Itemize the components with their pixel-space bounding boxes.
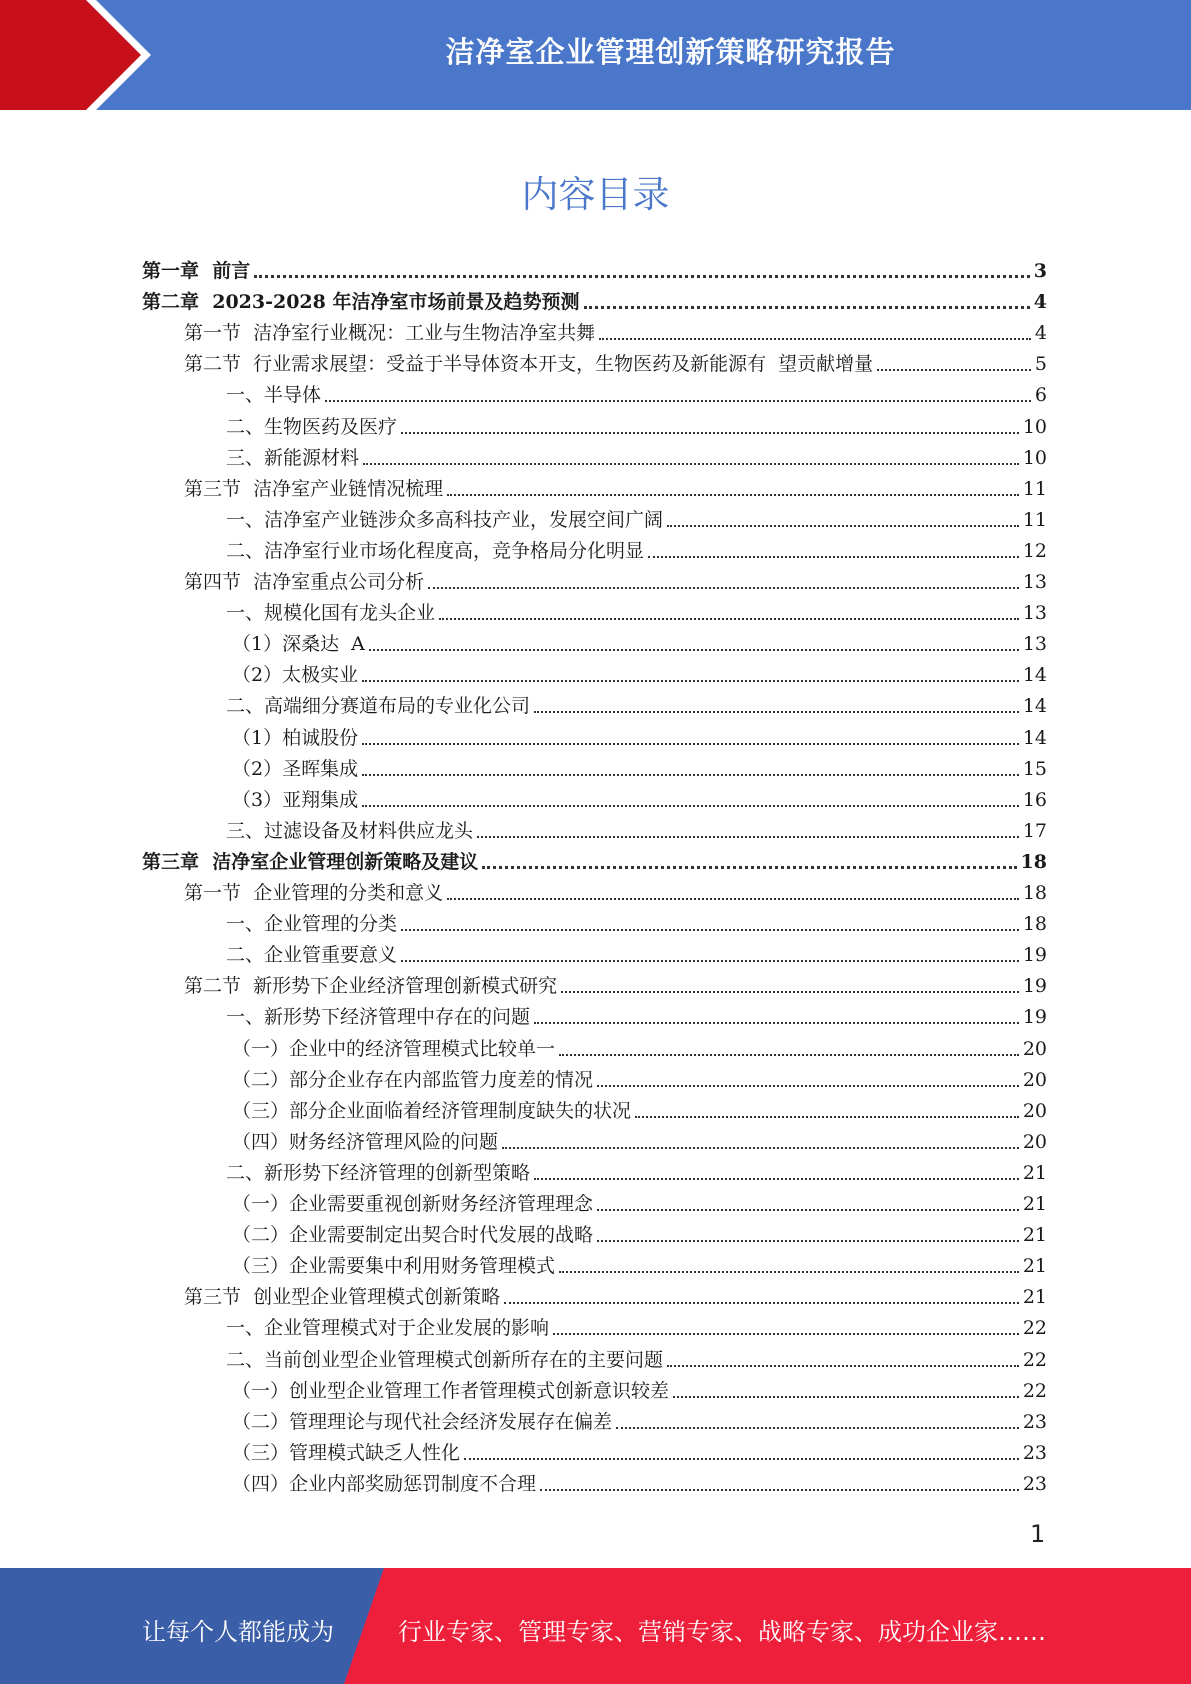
toc-entry-label: 一、规模化国有龙头企业 <box>226 602 436 625</box>
toc-dot-leader <box>362 805 1019 807</box>
footer-slogan-right: 行业专家、管理专家、营销专家、战略专家、成功企业家…… <box>398 1618 1046 1646</box>
toc-entry-page: 18 <box>1022 882 1047 904</box>
toc-entry-label: （四）企业内部奖励惩罚制度不合理 <box>232 1472 537 1495</box>
toc-dot-leader <box>561 991 1019 993</box>
toc-dot-leader <box>534 1022 1019 1024</box>
toc-entry[interactable] <box>226 377 1047 408</box>
report-header <box>0 0 1191 110</box>
toc-dot-leader <box>599 338 1031 340</box>
toc-dot-leader <box>401 960 1019 962</box>
toc-entry[interactable] <box>226 533 1047 564</box>
header-arrow-icon <box>0 0 160 110</box>
toc-entry[interactable] <box>184 1279 1047 1310</box>
toc-entry[interactable] <box>226 409 1047 440</box>
toc-entry[interactable] <box>226 906 1047 937</box>
toc-entry[interactable] <box>226 688 1047 719</box>
toc-entry-label: （二）企业需要制定出契合时代发展的战略 <box>232 1224 594 1247</box>
toc-entry-label: （三）部分企业面临着经济管理制度缺失的状况 <box>232 1099 632 1122</box>
toc-entry-page: 19 <box>1022 1006 1047 1029</box>
toc-entry[interactable] <box>232 1186 1047 1217</box>
toc-entry-page: 23 <box>1022 1472 1047 1495</box>
toc-dot-leader <box>534 711 1019 713</box>
toc-entry[interactable] <box>184 968 1047 999</box>
toc-dot-leader <box>597 1085 1019 1087</box>
toc-entry-page: 13 <box>1022 571 1047 593</box>
toc-entry-label: 二、生物医药及医疗 <box>226 415 398 438</box>
toc-entry-label: （二）部分企业存在内部监管力度差的情况 <box>232 1068 594 1091</box>
toc-entry-page: 19 <box>1022 975 1047 998</box>
toc-dot-leader <box>482 866 1016 869</box>
toc-entry[interactable] <box>142 253 1047 284</box>
toc-entry-page: 3 <box>1033 260 1047 282</box>
toc-dot-leader <box>559 1054 1019 1056</box>
toc-entry-label: （二）管理理论与现代社会经济发展存在偏差 <box>232 1410 613 1433</box>
toc-entry-label: （1）深桑达 A <box>232 633 365 656</box>
toc-dot-leader <box>540 1489 1019 1491</box>
toc-entry-page: 14 <box>1022 695 1047 718</box>
toc-entry-page: 16 <box>1022 788 1047 811</box>
toc-dot-leader <box>439 618 1019 620</box>
toc-dot-leader <box>254 275 1030 278</box>
toc-entry-page: 22 <box>1022 1348 1047 1371</box>
toc-entry-label: 三、过滤设备及材料供应龙头 <box>226 819 474 842</box>
toc-dot-leader <box>673 1396 1019 1398</box>
toc-entry[interactable] <box>232 1124 1047 1155</box>
toc-entry-page: 21 <box>1022 1193 1047 1215</box>
toc-entry-label: 第一节 洁净室行业概况：工业与生物洁净室共舞 <box>184 322 596 345</box>
toc-entry[interactable] <box>226 1310 1047 1341</box>
toc-entry-page: 15 <box>1022 757 1047 780</box>
toc-entry-label: 第二章 2023-2028 年洁净室市场前景及趋势预测 <box>142 291 580 314</box>
toc-dot-leader <box>504 1302 1019 1304</box>
toc-entry[interactable] <box>232 626 1047 657</box>
toc-dot-leader <box>325 400 1031 402</box>
toc-entry[interactable] <box>232 1217 1047 1248</box>
toc-entry-page: 4 <box>1033 291 1047 314</box>
toc-entry[interactable] <box>184 875 1047 906</box>
toc-dot-leader <box>401 929 1019 931</box>
toc-entry[interactable] <box>232 782 1047 813</box>
toc-entry-page: 10 <box>1022 446 1047 469</box>
toc-entry-label: 第三章 洁净室企业管理创新策略及建议 <box>142 850 479 873</box>
toc-entry-label: 一、企业管理的分类 <box>226 913 398 936</box>
toc-dot-leader <box>401 432 1019 434</box>
toc-entry-label: 第二节 新形势下企业经济管理创新模式研究 <box>184 975 558 998</box>
toc-dot-leader <box>362 774 1019 776</box>
toc-entry[interactable] <box>232 1466 1047 1497</box>
toc-entry[interactable] <box>226 937 1047 968</box>
toc-entry-label: 一、企业管理模式对于企业发展的影响 <box>226 1317 550 1340</box>
toc-entry-page: 20 <box>1022 1130 1047 1153</box>
toc-entry[interactable] <box>226 440 1047 471</box>
toc-entry-label: 一、半导体 <box>226 384 322 407</box>
toc-entry-page: 12 <box>1022 539 1047 562</box>
toc-dot-leader <box>553 1333 1019 1335</box>
toc-entry[interactable] <box>226 502 1047 533</box>
toc-entry[interactable] <box>232 720 1047 751</box>
toc-entry-page: 23 <box>1022 1441 1047 1464</box>
toc-entry[interactable] <box>142 844 1047 875</box>
toc-entry[interactable] <box>184 346 1047 377</box>
toc-entry-label: 第二节 行业需求展望：受益于半导体资本开支，生物医药及新能源有 望贡献增量 <box>184 353 874 376</box>
toc-entry-page: 20 <box>1022 1099 1047 1122</box>
toc-entry-label: 三、新能源材料 <box>226 446 360 469</box>
toc-dot-leader <box>464 1458 1019 1460</box>
toc-entry-label: 一、新形势下经济管理中存在的问题 <box>226 1006 531 1029</box>
toc-entry[interactable] <box>142 284 1047 315</box>
toc-dot-leader <box>428 587 1019 589</box>
toc-entry-page: 18 <box>1022 913 1047 936</box>
toc-dot-leader <box>648 556 1019 558</box>
toc-dot-leader <box>635 1116 1019 1118</box>
toc-entry-page: 22 <box>1022 1317 1047 1340</box>
toc-dot-leader <box>667 1365 1019 1367</box>
toc-entry-page: 14 <box>1022 664 1047 687</box>
toc-entry-label: 二、当前创业型企业管理模式创新所存在的主要问题 <box>226 1348 664 1371</box>
toc-entry-page: 13 <box>1022 602 1047 625</box>
toc-dot-leader <box>534 1178 1019 1180</box>
page-number: 1 <box>1030 1520 1046 1548</box>
toc-dot-leader <box>584 306 1030 309</box>
toc-title: 内容目录 <box>521 173 670 216</box>
toc-entry[interactable] <box>232 1248 1047 1279</box>
toc-dot-leader <box>477 836 1019 838</box>
toc-entry[interactable] <box>232 1093 1047 1124</box>
toc-entry[interactable] <box>232 751 1047 782</box>
toc-entry-label: （2）圣晖集成 <box>232 757 359 780</box>
toc-entry-page: 11 <box>1022 477 1047 500</box>
toc-entry-page: 5 <box>1034 353 1047 376</box>
toc-entry[interactable] <box>184 564 1047 595</box>
toc-entry-page: 20 <box>1022 1068 1047 1091</box>
toc-dot-leader <box>502 1147 1019 1149</box>
report-title: 洁净室企业管理创新策略研究报告 <box>445 34 896 69</box>
toc-entry-page: 4 <box>1034 322 1047 345</box>
toc-entry-label: （三）企业需要集中利用财务管理模式 <box>232 1255 556 1278</box>
toc-entry-label: 二、企业管重要意义 <box>226 944 398 967</box>
toc-entry-page: 21 <box>1022 1255 1047 1278</box>
toc-dot-leader <box>363 463 1019 465</box>
toc-entry-page: 6 <box>1034 384 1047 407</box>
toc-entry-page: 11 <box>1022 508 1047 531</box>
toc-entry-label: （一）创业型企业管理工作者管理模式创新意识较差 <box>232 1379 670 1402</box>
toc-entry-page: 23 <box>1022 1410 1047 1433</box>
toc-entry-page: 14 <box>1022 726 1047 749</box>
toc-entry-label: 第四节 洁净室重点公司分析 <box>184 571 425 593</box>
toc-dot-leader <box>667 525 1019 527</box>
toc-entry-label: （2）太极实业 <box>232 664 359 687</box>
toc-dot-leader <box>362 743 1019 745</box>
toc-entry-label: （三）管理模式缺乏人性化 <box>232 1441 461 1464</box>
toc-entry[interactable] <box>184 471 1047 502</box>
toc-dot-leader <box>597 1209 1019 1211</box>
toc-entry-page: 17 <box>1022 819 1047 842</box>
toc-entry[interactable] <box>232 657 1047 688</box>
toc-dot-leader <box>447 494 1019 496</box>
toc-dot-leader <box>362 680 1019 682</box>
toc-entry-label: 二、高端细分赛道布局的专业化公司 <box>226 695 531 718</box>
toc-entry[interactable] <box>232 1435 1047 1466</box>
toc-entry-page: 13 <box>1022 633 1047 656</box>
toc-entry-label: 第一节 企业管理的分类和意义 <box>184 882 444 904</box>
toc-dot-leader <box>559 1271 1019 1273</box>
toc-entry-label: 第三节 创业型企业管理模式创新策略 <box>184 1286 501 1309</box>
toc-entry[interactable] <box>232 1373 1047 1404</box>
toc-dot-leader <box>877 369 1031 371</box>
toc-entry[interactable] <box>184 315 1047 346</box>
toc-entry-label: （四）财务经济管理风险的问题 <box>232 1130 499 1153</box>
toc-dot-leader <box>369 649 1019 651</box>
toc-entry[interactable] <box>226 595 1047 626</box>
toc-entry-page: 21 <box>1022 1224 1047 1247</box>
toc-entry-label: （一）企业中的经济管理模式比较单一 <box>232 1037 556 1060</box>
toc-entry[interactable] <box>232 1031 1047 1062</box>
toc-dot-leader <box>447 898 1019 900</box>
toc-entry-page: 20 <box>1022 1037 1047 1060</box>
toc-entry[interactable] <box>226 999 1047 1030</box>
toc-entry-page: 10 <box>1022 415 1047 438</box>
toc-entry[interactable] <box>226 813 1047 844</box>
toc-entry-label: 第一章 前言 <box>142 260 251 282</box>
toc-entry-page: 19 <box>1022 944 1047 967</box>
toc-entry-label: 第三节 洁净室产业链情况梳理 <box>184 477 444 500</box>
toc-entry[interactable] <box>226 1342 1047 1373</box>
toc-dot-leader <box>597 1240 1019 1242</box>
toc-entry-page: 18 <box>1020 850 1047 873</box>
toc-entry[interactable] <box>226 1155 1047 1186</box>
footer-slogan-left: 让每个人都能成为 <box>142 1618 334 1646</box>
toc-entry-page: 21 <box>1022 1161 1047 1184</box>
toc-entry[interactable] <box>232 1062 1047 1093</box>
toc-entry-label: 二、新形势下经济管理的创新型策略 <box>226 1161 531 1184</box>
toc-entry[interactable] <box>232 1404 1047 1435</box>
toc-entry-page: 21 <box>1022 1286 1047 1309</box>
toc-entry-label: 二、洁净室行业市场化程度高，竞争格局分化明显 <box>226 539 645 562</box>
toc-entry-page: 22 <box>1022 1379 1047 1402</box>
toc-entry-label: （3）亚翔集成 <box>232 788 359 811</box>
toc-entry-label: （1）柏诚股份 <box>232 726 359 749</box>
toc-entry-label: 一、洁净室产业链涉众多高科技产业，发展空间广阔 <box>226 508 664 531</box>
toc-dot-leader <box>616 1427 1019 1429</box>
toc-entry-label: （一）企业需要重视创新财务经济管理理念 <box>232 1193 594 1215</box>
